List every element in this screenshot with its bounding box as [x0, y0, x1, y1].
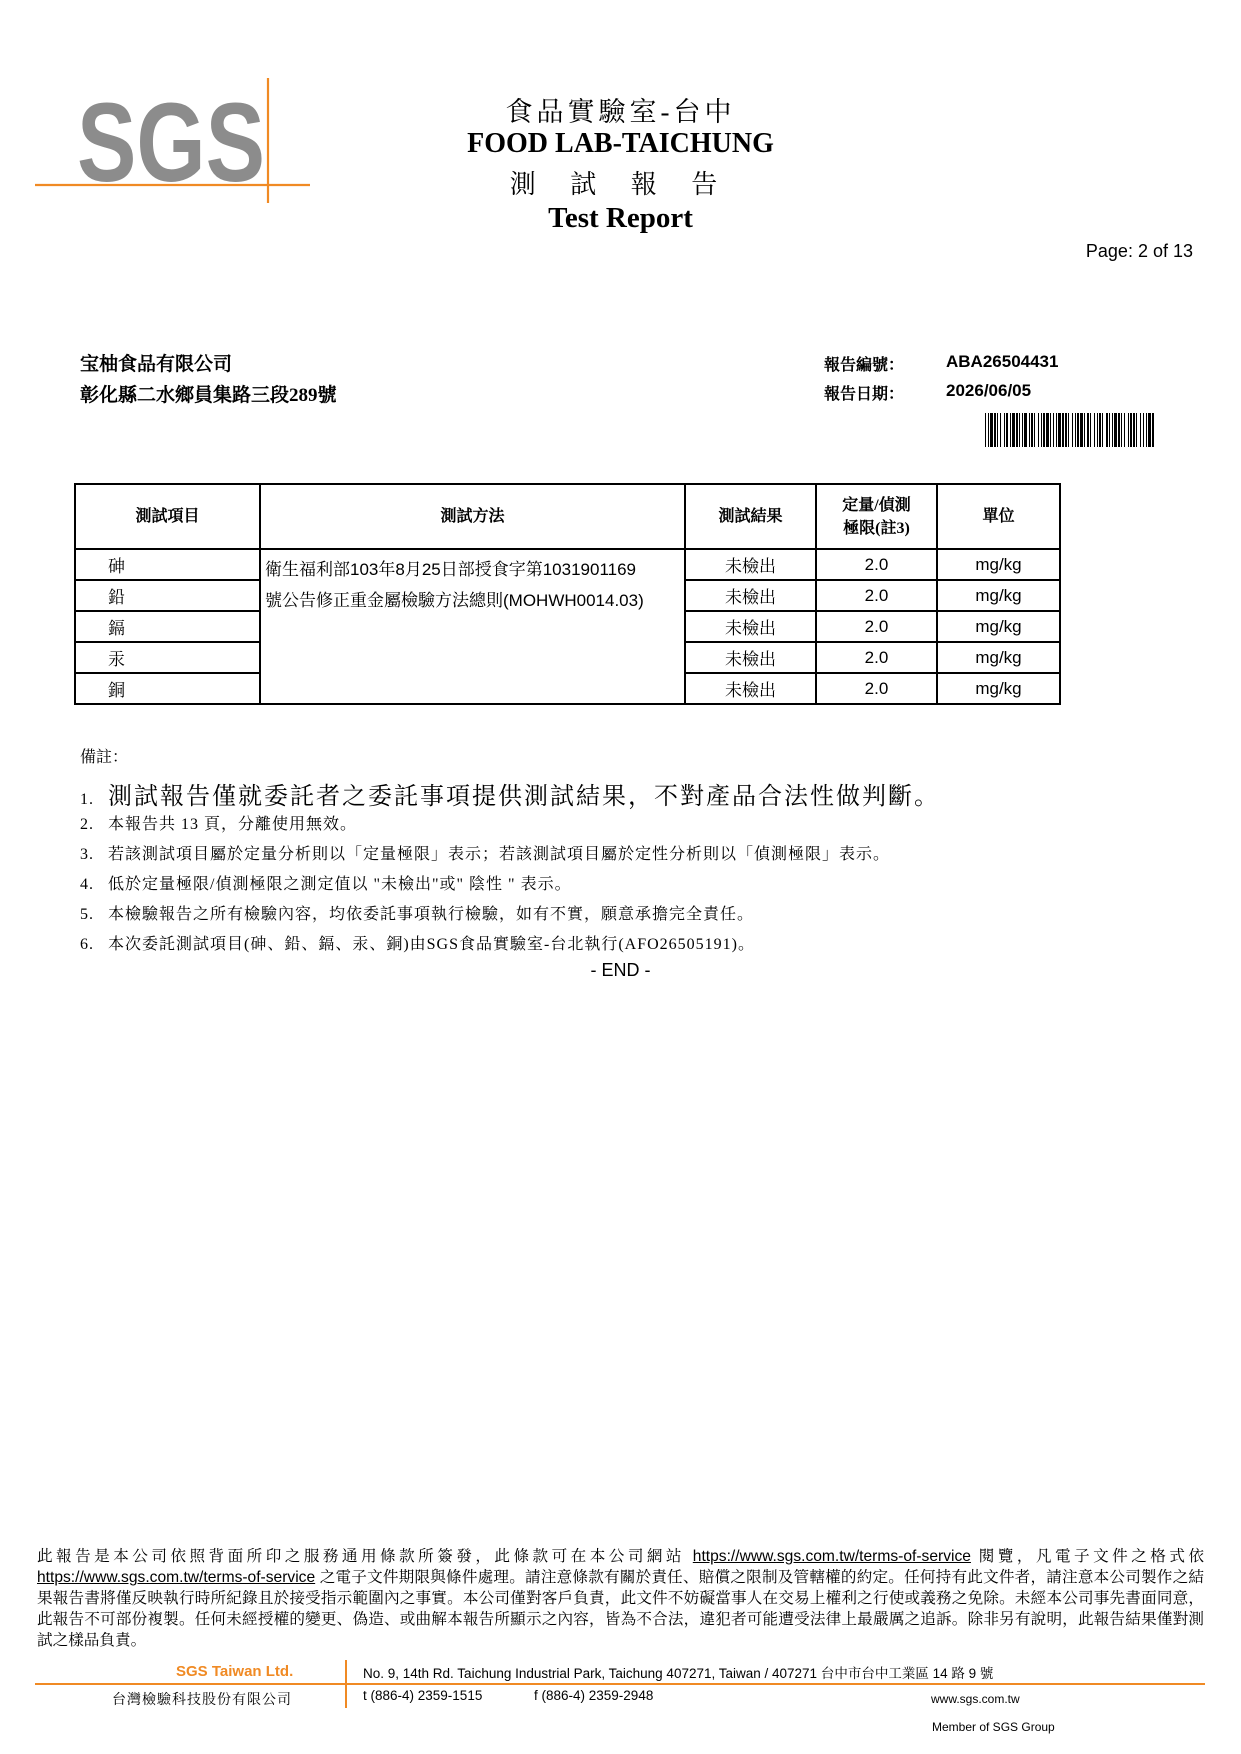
lab-name-en: FOOD LAB-TAICHUNG — [467, 128, 774, 159]
note-number: 1. — [80, 791, 94, 808]
method-line1: 衛生福利部103年8月25日部授食字第1031901169 — [265, 560, 637, 579]
row-limit: 2.0 — [816, 673, 937, 704]
report-number: ABA26504431 — [946, 352, 1059, 371]
table-row — [75, 549, 1060, 580]
barcode-bar — [1087, 413, 1089, 447]
row-unit: mg/kg — [937, 549, 1060, 580]
footer-telephone: t (886-4) 2359-1515 — [363, 1688, 483, 1703]
barcode-bar — [1006, 413, 1008, 447]
note-text: 低於定量極限/偵測極限之測定值以 "未檢出"或" 陰性 " 表示。 — [108, 876, 572, 893]
note-item — [80, 871, 572, 894]
results-table — [74, 483, 1061, 705]
note-item — [80, 931, 755, 954]
barcode-bar — [988, 413, 989, 447]
row-item: 鎘 — [75, 611, 260, 642]
barcode-bar — [1090, 413, 1091, 447]
barcode-bar — [1016, 413, 1018, 447]
report-number-label: 報告編號： — [824, 357, 905, 374]
footer-vertical-divider — [345, 1660, 347, 1708]
barcode-bar — [1102, 413, 1103, 447]
row-limit: 2.0 — [816, 580, 937, 611]
barcode-bar — [1148, 413, 1151, 447]
header-limit-line2: 極限(註3) — [843, 519, 910, 537]
note-number: 3. — [80, 846, 94, 863]
notes-title: 備註： — [80, 749, 129, 766]
row-limit: 2.0 — [816, 549, 937, 580]
header-item: 測試項目 — [75, 484, 260, 549]
row-result: 未檢出 — [685, 642, 816, 673]
note-number: 4. — [80, 876, 94, 893]
barcode-bar — [1058, 413, 1061, 447]
note-item — [80, 841, 890, 864]
row-result: 未檢出 — [685, 611, 816, 642]
barcode-bar — [1068, 413, 1069, 447]
header-limit — [816, 484, 937, 549]
barcode-bar — [1075, 413, 1076, 447]
row-item: 銅 — [75, 673, 260, 704]
barcode-bar — [1065, 413, 1067, 447]
note-item — [80, 811, 357, 834]
barcode-bar — [1143, 413, 1144, 447]
terms-link[interactable]: https://www.sgs.com.tw/terms-of-service — [692, 1548, 971, 1565]
barcode-bar — [1053, 413, 1054, 447]
header-method: 測試方法 — [260, 484, 685, 549]
method-line2: 號公告修正重金屬檢驗方法總則(MOHWH0014.03) — [265, 591, 644, 610]
barcode-bar — [1124, 413, 1125, 447]
barcode-bar — [990, 413, 993, 447]
barcode-bar — [997, 413, 998, 447]
row-limit: 2.0 — [816, 642, 937, 673]
barcode-bar — [1136, 413, 1137, 447]
disclaimer — [37, 1546, 1204, 1651]
row-unit: mg/kg — [937, 580, 1060, 611]
barcode-bar — [1034, 413, 1035, 447]
lab-name-zh: 食品實驗室-台中 — [505, 97, 736, 127]
barcode-bar — [1022, 413, 1023, 447]
barcode-bar — [1146, 413, 1147, 447]
company-name-en: SGS Taiwan Ltd. — [176, 1663, 294, 1680]
method-cell — [260, 549, 685, 704]
barcode-bar — [1133, 413, 1135, 447]
barcode-bar — [1130, 413, 1132, 447]
note-text: 本檢驗報告之所有檢驗內容，均依委託事項執行檢驗，如有不實，願意承擔完全責任。 — [108, 906, 755, 923]
barcode-bar — [1019, 413, 1020, 447]
row-result: 未檢出 — [685, 673, 816, 704]
note-text: 若該測試項目屬於定量分析則以「定量極限」表示；若該測試項目屬於定性分析則以「偵測極限」表示。 — [108, 846, 891, 863]
barcode-bar — [1000, 413, 1001, 447]
barcode-bar — [1038, 413, 1039, 447]
header-limit-line1: 定量/偵測 — [842, 496, 911, 514]
row-item: 汞 — [75, 642, 260, 673]
report-date-label: 報告日期： — [824, 386, 905, 403]
barcode-bar — [1029, 413, 1030, 447]
row-result: 未檢出 — [685, 580, 816, 611]
header-result: 測試結果 — [685, 484, 816, 549]
barcode-bar — [1024, 413, 1027, 447]
barcode-bar — [1031, 413, 1033, 447]
barcode-bar — [1077, 413, 1079, 447]
barcode-bar — [994, 413, 996, 447]
barcode-bar — [1128, 413, 1129, 447]
barcode-bar — [1140, 413, 1141, 447]
note-number: 5. — [80, 906, 94, 923]
note-text: 本次委託測試項目(砷、鉛、鎘、汞、銅)由SGS食品實驗室-台北執行(AFO26505191)。 — [108, 936, 756, 953]
page-number: Page: 2 of 13 — [1085, 241, 1193, 261]
note-item — [80, 776, 940, 811]
row-item: 鉛 — [75, 580, 260, 611]
footer-fax: f (886-4) 2359-2948 — [534, 1688, 654, 1703]
header-unit: 單位 — [937, 484, 1060, 549]
disclaimer-text: 此報告是本公司依照背面所印之服務通用條款所簽發，此條款可在本公司網站 — [37, 1548, 693, 1565]
client-address: 彰化縣二水鄉員集路三段289號 — [80, 385, 337, 406]
barcode-bar — [1121, 413, 1122, 447]
barcode-bar — [1012, 413, 1015, 447]
note-item — [80, 901, 754, 924]
barcode-bar — [1072, 413, 1073, 447]
table-header-row — [75, 484, 1060, 549]
footer-address: No. 9, 14th Rd. Taichung Industrial Park, Taichung 407271, Taiwan / 407271 台中市台中工業區 14 路 9 號 — [363, 1666, 994, 1681]
sgs-logo-text: SGS — [77, 80, 265, 203]
barcode-bar — [1109, 413, 1110, 447]
row-unit: mg/kg — [937, 673, 1060, 704]
disclaimer-text: 閱覽，凡電子文件之格式依 — [970, 1548, 1204, 1565]
barcode-bar — [1094, 413, 1095, 447]
company-name-zh: 台灣檢驗科技股份有限公司 — [112, 1693, 292, 1708]
barcode-bar — [1010, 413, 1011, 447]
client-name: 宝柚食品有限公司 — [80, 354, 233, 375]
end-mark: - END - — [590, 960, 651, 980]
barcode-bar — [1041, 413, 1042, 447]
report-title-en: Test Report — [548, 202, 693, 234]
barcode-bar — [1046, 413, 1049, 447]
note-number: 6. — [80, 936, 94, 953]
terms-link[interactable]: https://www.sgs.com.tw/terms-of-service — [37, 1569, 316, 1586]
barcode-bar — [1050, 413, 1051, 447]
report-date: 2026/06/05 — [946, 381, 1032, 400]
barcode-bar — [1112, 413, 1113, 447]
barcode-bar — [985, 413, 986, 447]
note-number: 2. — [80, 816, 94, 833]
row-unit: mg/kg — [937, 611, 1060, 642]
barcode-bar — [1056, 413, 1057, 447]
footer-website[interactable]: www.sgs.com.tw — [931, 1692, 1020, 1706]
barcode-bar — [1106, 413, 1108, 447]
footer-divider — [35, 1683, 1205, 1685]
row-item: 砷 — [75, 549, 260, 580]
note-text: 測試報告僅就委託者之委託事項提供測試結果，不對產品合法性做判斷。 — [108, 784, 940, 810]
barcode-bar — [1080, 413, 1083, 447]
barcode-bar — [1084, 413, 1085, 447]
barcode — [985, 413, 1155, 447]
row-result: 未檢出 — [685, 549, 816, 580]
barcode-bar — [1099, 413, 1101, 447]
barcode-bar — [1097, 413, 1098, 447]
barcode-bar — [1152, 413, 1154, 447]
barcode-bar — [1062, 413, 1064, 447]
barcode-bar — [1004, 413, 1005, 447]
barcode-bar — [1043, 413, 1045, 447]
footer-member: Member of SGS Group — [932, 1720, 1055, 1734]
report-title-zh: 測 試 報 告 — [509, 170, 732, 199]
barcode-bar — [1114, 413, 1117, 447]
row-unit: mg/kg — [937, 642, 1060, 673]
note-text: 本報告共 13 頁，分離使用無效。 — [108, 816, 358, 833]
row-limit: 2.0 — [816, 611, 937, 642]
disclaimer-text: 之電子文件期限與條件處理。請注意條款有關於責任、賠償之限制及管轄權的約定。任何持有此文件者，請注意本公司製作之結果報告書將僅反映執行時所紀錄且於接受指示範圍內之事實。本公司僅對客戶負責，此文件不妨礙當事人在交易上權利之行使或義務之免除。未經本公司事先書面同意，此報告不可部份複製。任何未經授權的變更、偽造、或曲解本報告所顯示之內容，皆為不合法，違犯者可能遭受法律上最嚴厲之追訴。除非另有說明，此報告結果僅對測試之樣品負責。 — [37, 1569, 1204, 1649]
barcode-bar — [1118, 413, 1120, 447]
